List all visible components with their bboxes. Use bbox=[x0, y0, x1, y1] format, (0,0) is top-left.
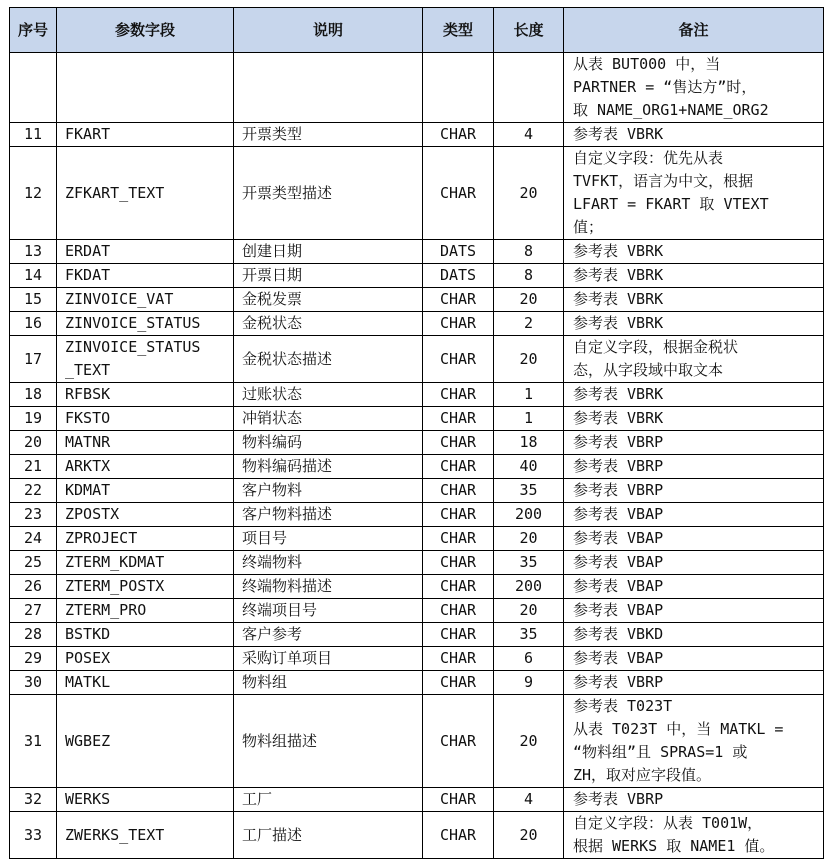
cell-remark bbox=[564, 53, 824, 123]
remark-line: 参考表 VBRK bbox=[573, 125, 664, 143]
remark-line: 取 NAME_ORG1+NAME_ORG2 bbox=[573, 101, 769, 119]
cell-type: CHAR bbox=[423, 479, 494, 503]
cell-remark bbox=[564, 407, 824, 431]
cell-remark bbox=[564, 527, 824, 551]
cell-type: CHAR bbox=[423, 671, 494, 695]
cell-remark bbox=[564, 288, 824, 312]
remark-line: 参考表 VBRK bbox=[573, 314, 664, 332]
cell-type bbox=[423, 53, 494, 123]
cell-type: CHAR bbox=[423, 336, 494, 383]
table-row bbox=[10, 503, 824, 527]
remark-line: 参考表 VBRP bbox=[573, 457, 664, 475]
remark-line: 参考表 VBRP bbox=[573, 433, 664, 451]
cell-length: 20 bbox=[494, 527, 564, 551]
cell-remark bbox=[564, 551, 824, 575]
cell-no: 27 bbox=[10, 599, 57, 623]
cell-remark bbox=[564, 623, 824, 647]
header-type: 类型 bbox=[423, 8, 494, 53]
table-row bbox=[10, 147, 824, 240]
cell-desc: 物料组描述 bbox=[234, 695, 423, 788]
cell-field: ARKTX bbox=[57, 455, 234, 479]
cell-desc: 终端物料 bbox=[234, 551, 423, 575]
cell-desc: 物料编码 bbox=[234, 431, 423, 455]
cell-remark bbox=[564, 431, 824, 455]
remark-line: 参考表 VBRP bbox=[573, 790, 664, 808]
cell-length: 18 bbox=[494, 431, 564, 455]
cell-field: WGBEZ bbox=[57, 695, 234, 788]
cell-field: ZTERM_KDMAT bbox=[57, 551, 234, 575]
remark-line: 参考表 VBRK bbox=[573, 409, 664, 427]
cell-desc: 物料组 bbox=[234, 671, 423, 695]
table-row bbox=[10, 431, 824, 455]
remark-line: 参考表 T023T bbox=[573, 697, 673, 715]
cell-length: 20 bbox=[494, 147, 564, 240]
cell-type: CHAR bbox=[423, 599, 494, 623]
cell-type: CHAR bbox=[423, 647, 494, 671]
cell-remark bbox=[564, 264, 824, 288]
cell-length: 20 bbox=[494, 812, 564, 859]
remark-line: 自定义字段：从表 T001W， bbox=[573, 814, 763, 832]
header-row bbox=[10, 8, 824, 53]
cell-no: 25 bbox=[10, 551, 57, 575]
cell-type: CHAR bbox=[423, 623, 494, 647]
cell-length: 40 bbox=[494, 455, 564, 479]
header-length: 长度 bbox=[494, 8, 564, 53]
cell-length: 35 bbox=[494, 551, 564, 575]
cell-length: 8 bbox=[494, 240, 564, 264]
remark-line: 参考表 VBRP bbox=[573, 481, 664, 499]
cell-desc: 终端物料描述 bbox=[234, 575, 423, 599]
remark-line: TVFKT，语言为中文，根据 bbox=[573, 172, 754, 190]
header-field: 参数字段 bbox=[57, 8, 234, 53]
cell-remark bbox=[564, 812, 824, 859]
table-row bbox=[10, 336, 824, 383]
cell-desc: 采购订单项目 bbox=[234, 647, 423, 671]
cell-desc: 过账状态 bbox=[234, 383, 423, 407]
table-row bbox=[10, 479, 824, 503]
cell-type: CHAR bbox=[423, 407, 494, 431]
table-row bbox=[10, 788, 824, 812]
cell-desc: 物料编码描述 bbox=[234, 455, 423, 479]
table-row bbox=[10, 407, 824, 431]
cell-desc: 终端项目号 bbox=[234, 599, 423, 623]
remark-line: 态，从字段域中取文本 bbox=[573, 361, 724, 379]
cell-desc: 冲销状态 bbox=[234, 407, 423, 431]
cell-type: CHAR bbox=[423, 788, 494, 812]
table-row bbox=[10, 123, 824, 147]
table-row bbox=[10, 240, 824, 264]
remark-line: “物料组”且 SPRAS=1 或 bbox=[573, 743, 748, 761]
table-row bbox=[10, 575, 824, 599]
remark-line: 参考表 VBAP bbox=[573, 505, 664, 523]
cell-type: CHAR bbox=[423, 455, 494, 479]
remark-line: 参考表 VBRK bbox=[573, 385, 664, 403]
cell-desc: 金税状态描述 bbox=[234, 336, 423, 383]
cell-field: MATNR bbox=[57, 431, 234, 455]
cell-type: CHAR bbox=[423, 383, 494, 407]
remark-line: 自定义字段，根据金税状 bbox=[573, 338, 739, 356]
table-body bbox=[10, 53, 824, 859]
remark-line: 参考表 VBRK bbox=[573, 266, 664, 284]
cell-desc: 客户物料 bbox=[234, 479, 423, 503]
cell-remark bbox=[564, 336, 824, 383]
table-row bbox=[10, 623, 824, 647]
cell-no: 21 bbox=[10, 455, 57, 479]
cell-field: KDMAT bbox=[57, 479, 234, 503]
remark-line: 从表 T023T 中，当 MATKL = bbox=[573, 720, 784, 738]
cell-field: ZWERKS_TEXT bbox=[57, 812, 234, 859]
cell-length: 35 bbox=[494, 623, 564, 647]
cell-remark bbox=[564, 695, 824, 788]
cell-remark bbox=[564, 671, 824, 695]
cell-desc: 创建日期 bbox=[234, 240, 423, 264]
cell-no: 17 bbox=[10, 336, 57, 383]
remark-line: 自定义字段：优先从表 bbox=[573, 149, 724, 167]
remark-line: 参考表 VBRP bbox=[573, 673, 664, 691]
remark-line: 参考表 VBRK bbox=[573, 242, 664, 260]
cell-no bbox=[10, 53, 57, 123]
cell-no: 13 bbox=[10, 240, 57, 264]
remark-line: 参考表 VBAP bbox=[573, 601, 664, 619]
cell-no: 19 bbox=[10, 407, 57, 431]
cell-desc: 客户参考 bbox=[234, 623, 423, 647]
cell-no: 18 bbox=[10, 383, 57, 407]
remark-line: 根据 WERKS 取 NAME1 值。 bbox=[573, 837, 775, 855]
cell-field: POSEX bbox=[57, 647, 234, 671]
table-row bbox=[10, 312, 824, 336]
cell-length: 1 bbox=[494, 407, 564, 431]
cell-no: 23 bbox=[10, 503, 57, 527]
table-row bbox=[10, 647, 824, 671]
parameter-table bbox=[9, 7, 824, 859]
cell-length: 4 bbox=[494, 788, 564, 812]
table-row bbox=[10, 695, 824, 788]
cell-type: CHAR bbox=[423, 123, 494, 147]
field-line: ZINVOICE_STATUS bbox=[65, 338, 201, 356]
table-row bbox=[10, 812, 824, 859]
cell-type: CHAR bbox=[423, 312, 494, 336]
cell-no: 29 bbox=[10, 647, 57, 671]
cell-no: 32 bbox=[10, 788, 57, 812]
cell-desc: 开票类型描述 bbox=[234, 147, 423, 240]
table-row bbox=[10, 383, 824, 407]
cell-field bbox=[57, 336, 234, 383]
cell-no: 16 bbox=[10, 312, 57, 336]
cell-length: 8 bbox=[494, 264, 564, 288]
cell-no: 22 bbox=[10, 479, 57, 503]
header-no: 序号 bbox=[10, 8, 57, 53]
cell-remark bbox=[564, 503, 824, 527]
cell-length: 4 bbox=[494, 123, 564, 147]
cell-desc: 金税发票 bbox=[234, 288, 423, 312]
cell-field: ZTERM_PRO bbox=[57, 599, 234, 623]
cell-desc: 工厂描述 bbox=[234, 812, 423, 859]
cell-remark bbox=[564, 383, 824, 407]
table-row bbox=[10, 599, 824, 623]
table-row bbox=[10, 264, 824, 288]
cell-desc: 金税状态 bbox=[234, 312, 423, 336]
cell-field: ZPROJECT bbox=[57, 527, 234, 551]
cell-field: ZINVOICE_STATUS bbox=[57, 312, 234, 336]
cell-type: CHAR bbox=[423, 527, 494, 551]
cell-length: 20 bbox=[494, 599, 564, 623]
cell-length: 1 bbox=[494, 383, 564, 407]
cell-length: 20 bbox=[494, 336, 564, 383]
cell-field: WERKS bbox=[57, 788, 234, 812]
cell-length: 200 bbox=[494, 575, 564, 599]
table-row bbox=[10, 527, 824, 551]
cell-length: 20 bbox=[494, 288, 564, 312]
remark-line: 从表 BUT000 中，当 bbox=[573, 55, 721, 73]
cell-remark bbox=[564, 147, 824, 240]
table-row bbox=[10, 551, 824, 575]
cell-no: 30 bbox=[10, 671, 57, 695]
cell-no: 26 bbox=[10, 575, 57, 599]
cell-desc: 客户物料描述 bbox=[234, 503, 423, 527]
cell-type: CHAR bbox=[423, 288, 494, 312]
cell-remark bbox=[564, 123, 824, 147]
cell-field: BSTKD bbox=[57, 623, 234, 647]
cell-remark bbox=[564, 599, 824, 623]
remark-line: 值； bbox=[573, 218, 604, 236]
cell-length: 20 bbox=[494, 695, 564, 788]
cell-desc bbox=[234, 53, 423, 123]
cell-length: 6 bbox=[494, 647, 564, 671]
field-line: _TEXT bbox=[65, 361, 111, 379]
cell-field: ZINVOICE_VAT bbox=[57, 288, 234, 312]
cell-length: 2 bbox=[494, 312, 564, 336]
cell-no: 20 bbox=[10, 431, 57, 455]
cell-no: 15 bbox=[10, 288, 57, 312]
cell-field: ZPOSTX bbox=[57, 503, 234, 527]
cell-field: RFBSK bbox=[57, 383, 234, 407]
header-desc: 说明 bbox=[234, 8, 423, 53]
cell-field bbox=[57, 53, 234, 123]
cell-no: 14 bbox=[10, 264, 57, 288]
cell-remark bbox=[564, 455, 824, 479]
cell-type: CHAR bbox=[423, 431, 494, 455]
cell-length bbox=[494, 53, 564, 123]
table-row bbox=[10, 671, 824, 695]
remark-line: 参考表 VBAP bbox=[573, 553, 664, 571]
cell-remark bbox=[564, 479, 824, 503]
cell-field: ZFKART_TEXT bbox=[57, 147, 234, 240]
cell-type: CHAR bbox=[423, 812, 494, 859]
cell-length: 35 bbox=[494, 479, 564, 503]
cell-remark bbox=[564, 647, 824, 671]
cell-no: 33 bbox=[10, 812, 57, 859]
cell-type: CHAR bbox=[423, 551, 494, 575]
remark-line: PARTNER = “售达方”时， bbox=[573, 78, 757, 96]
cell-remark bbox=[564, 575, 824, 599]
cell-remark bbox=[564, 312, 824, 336]
cell-field: FKDAT bbox=[57, 264, 234, 288]
cell-length: 9 bbox=[494, 671, 564, 695]
cell-desc: 项目号 bbox=[234, 527, 423, 551]
cell-type: CHAR bbox=[423, 575, 494, 599]
remark-line: LFART = FKART 取 VTEXT bbox=[573, 195, 769, 213]
cell-field: FKSTO bbox=[57, 407, 234, 431]
cell-field: ERDAT bbox=[57, 240, 234, 264]
remark-line: 参考表 VBAP bbox=[573, 649, 664, 667]
cell-remark bbox=[564, 240, 824, 264]
cell-no: 11 bbox=[10, 123, 57, 147]
cell-desc: 工厂 bbox=[234, 788, 423, 812]
remark-line: 参考表 VBAP bbox=[573, 529, 664, 547]
cell-type: DATS bbox=[423, 264, 494, 288]
cell-no: 24 bbox=[10, 527, 57, 551]
remark-line: 参考表 VBKD bbox=[573, 625, 664, 643]
cell-field: FKART bbox=[57, 123, 234, 147]
cell-no: 12 bbox=[10, 147, 57, 240]
cell-remark bbox=[564, 788, 824, 812]
cell-type: CHAR bbox=[423, 147, 494, 240]
table-row bbox=[10, 455, 824, 479]
cell-length: 200 bbox=[494, 503, 564, 527]
cell-type: CHAR bbox=[423, 503, 494, 527]
cell-field: ZTERM_POSTX bbox=[57, 575, 234, 599]
table-header bbox=[10, 8, 824, 53]
remark-line: 参考表 VBRK bbox=[573, 290, 664, 308]
header-remark: 备注 bbox=[564, 8, 824, 53]
cell-type: DATS bbox=[423, 240, 494, 264]
cell-field: MATKL bbox=[57, 671, 234, 695]
remark-line: 参考表 VBAP bbox=[573, 577, 664, 595]
cell-desc: 开票日期 bbox=[234, 264, 423, 288]
remark-line: ZH，取对应字段值。 bbox=[573, 766, 712, 784]
table-row bbox=[10, 288, 824, 312]
cell-type: CHAR bbox=[423, 695, 494, 788]
cell-no: 31 bbox=[10, 695, 57, 788]
cell-no: 28 bbox=[10, 623, 57, 647]
table-row bbox=[10, 53, 824, 123]
cell-desc: 开票类型 bbox=[234, 123, 423, 147]
